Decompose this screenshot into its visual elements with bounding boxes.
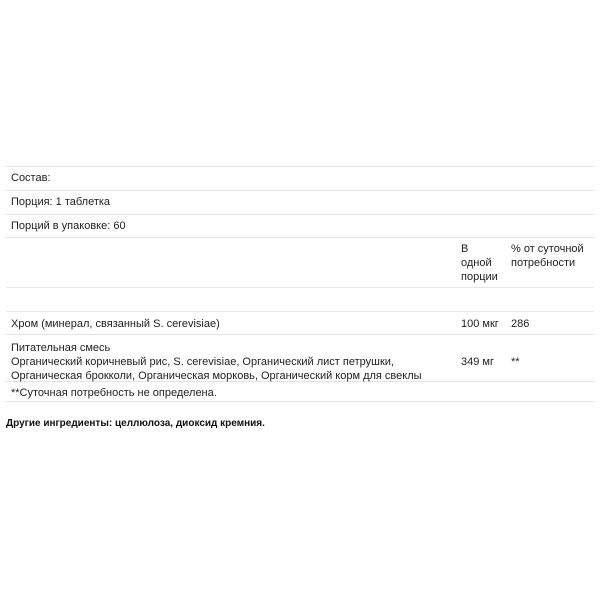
serving-size: Порция: 1 таблетка	[11, 196, 111, 208]
header-amount-line-1: В	[461, 243, 469, 255]
serving-size-row	[6, 190, 594, 214]
blend-ingredients-line-1: Органический коричневый рис, S. cerevisiae, Органический лист петрушки,	[11, 356, 394, 368]
servings-per-container-row	[6, 214, 594, 237]
header-amount-line-3: порции	[461, 271, 498, 283]
blend-amount: 349 мг	[461, 356, 494, 368]
nutrient-daily-value: 286	[511, 318, 530, 330]
servings-per-container: Порций в упаковке: 60	[11, 220, 126, 232]
blend-cell	[6, 341, 451, 381]
header-name-cell	[6, 242, 451, 287]
table-row	[6, 334, 594, 381]
header-dv-line-2: потребности	[511, 257, 576, 269]
composition-row	[6, 166, 594, 190]
other-ingredients: Другие ингредиенты: целлюлоза, диоксид кремния.	[6, 418, 265, 429]
blend-daily-value: **	[511, 356, 520, 368]
table-header-row	[6, 237, 594, 287]
nutrient-amount: 100 мкг	[461, 318, 499, 330]
header-daily-value	[511, 242, 594, 287]
spacer-row	[6, 287, 594, 311]
header-amount-line-2: одной	[461, 257, 492, 269]
table-row	[6, 311, 594, 334]
header-dv-line-1: % от суточной	[511, 243, 584, 255]
nutrient-name: Хром (минерал, связанный S. cerevisiae)	[11, 318, 220, 330]
header-amount	[451, 242, 511, 287]
footnote: **Суточная потребность не определена.	[11, 387, 217, 399]
blend-ingredients-line-2: Органическая брокколи, Органическая морковь, Органический корм для свеклы	[11, 370, 422, 382]
supplement-facts-table	[6, 166, 594, 402]
blend-name: Питательная смесь	[11, 342, 111, 354]
footnote-row	[6, 381, 594, 402]
composition-label: Состав:	[11, 172, 51, 184]
